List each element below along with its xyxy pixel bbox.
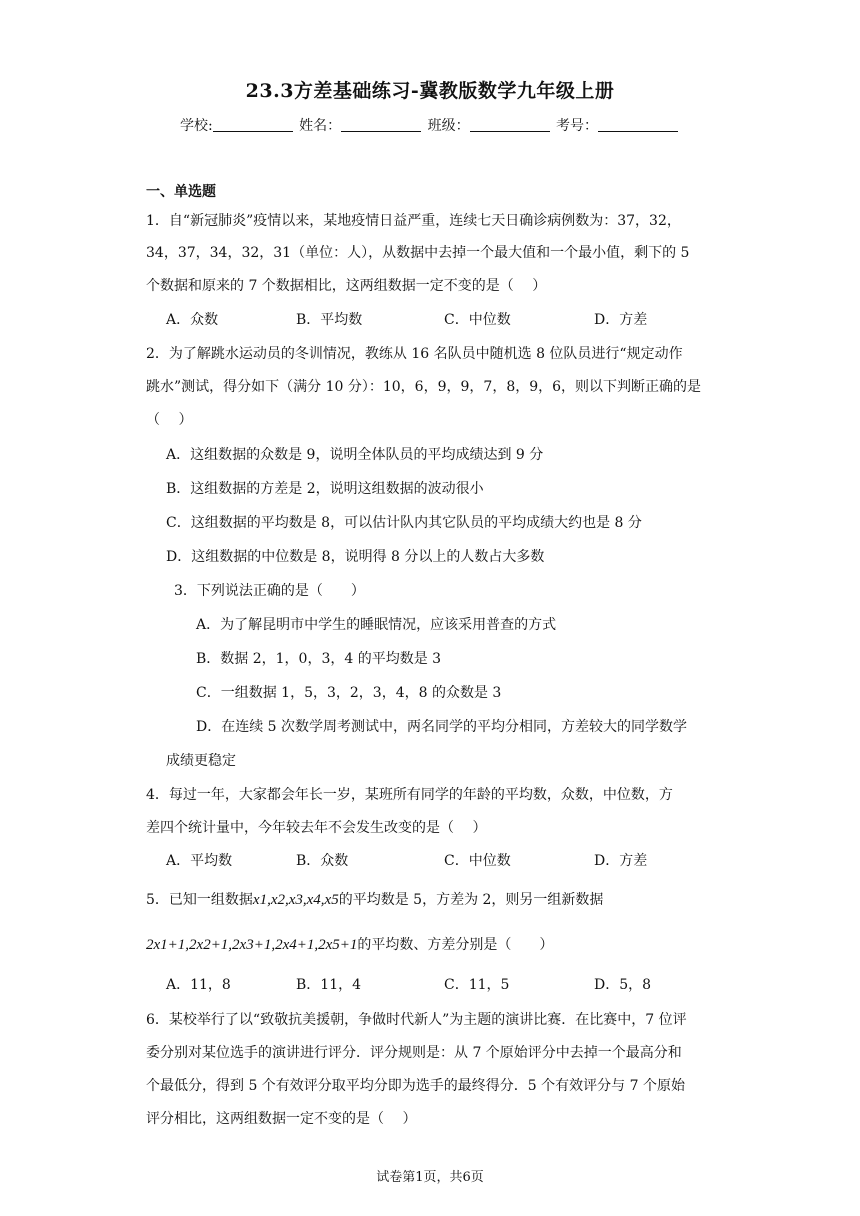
option: A．11，8 xyxy=(166,977,231,993)
option: B．11，4 xyxy=(296,977,362,993)
question-line: 个最低分，得到 5 个有效评分取平均分即为选手的最终得分．5 个有效评分与 7 个原始 xyxy=(146,1078,685,1094)
option: A．众数 xyxy=(166,312,219,328)
page-title: 23.3方差基础练习-冀教版数学九年级上册 xyxy=(245,80,615,102)
option: D．这组数据的中位数是 8，说明得 8 分以上的人数占大多数 xyxy=(166,549,545,565)
option: A．为了解昆明市中学生的睡眠情况，应该采用普查的方式 xyxy=(196,617,557,633)
question-text: 的平均数是 5，方差为 2，则另一组新数据 xyxy=(338,892,604,908)
question-line: 委分别对某位选手的演讲进行评分．评分规则是：从 7 个原始评分中去掉一个最高分和 xyxy=(146,1045,682,1061)
question-line xyxy=(146,889,603,909)
option: B．数据 2，1，0，3，4 的平均数是 3 xyxy=(196,651,442,667)
option: D．方差 xyxy=(594,312,648,328)
option: D．5，8 xyxy=(594,977,652,993)
question-line: 1．自“新冠肺炎”疫情以来，某地疫情日益严重，连续七天日确诊病例数为：37，32， xyxy=(146,213,681,229)
question-text: 的平均数、方差分别是（ ） xyxy=(357,937,554,953)
option: A．这组数据的众数是 9，说明全体队员的平均成绩达到 9 分 xyxy=(166,447,544,463)
question-line: 评分相比，这两组数据一定不变的是（ ） xyxy=(146,1111,417,1127)
option: B．平均数 xyxy=(296,312,363,328)
question-line: 34，37，34，32，31（单位：人），从数据中去掉一个最大值和一个最小值，剩下的 5 xyxy=(146,245,690,261)
option-continuation: 成绩更稳定 xyxy=(166,753,236,769)
school-blank xyxy=(213,117,293,132)
option: A．平均数 xyxy=(166,853,233,869)
question-line: 3．下列说法正确的是（ ） xyxy=(174,583,365,599)
option: D．方差 xyxy=(594,853,648,869)
exam-number-label: 考号： xyxy=(556,118,599,134)
exam-number-blank xyxy=(598,117,678,132)
question-line: 跳水”测试，得分如下（满分 10 分）：10，6，9，9，7，8，9，6，则以下判断正确的是 xyxy=(146,379,702,395)
question-line: 6．某校举行了以“致敬抗美援朝，争做时代新人”为主题的演讲比赛．在比赛中，7 位评 xyxy=(146,1012,687,1028)
name-label: 姓名： xyxy=(299,118,342,134)
class-label: 班级： xyxy=(427,118,470,134)
math-expression: 2x1+1,2x2+1,2x3+1,2x4+1,2x5+1 xyxy=(146,937,358,953)
question-text: 5．已知一组数据 xyxy=(146,892,253,908)
question-line: （ ） xyxy=(146,412,193,428)
question-line: 4．每过一年，大家都会年长一岁，某班所有同学的年龄的平均数，众数，中位数，方 xyxy=(146,787,673,803)
option: C．11，5 xyxy=(444,977,510,993)
name-blank xyxy=(341,117,421,132)
student-info-row xyxy=(0,115,860,135)
question-line: 2．为了解跳水运动员的冬训情况，教练从 16 名队员中随机选 8 位队员进行“规定动作 xyxy=(146,346,683,362)
math-expression: x1,x2,x3,x4,x5 xyxy=(252,892,339,908)
option: C．中位数 xyxy=(444,312,511,328)
option: C．一组数据 1，5，3，2，3，4，8 的众数是 3 xyxy=(196,685,502,701)
option: B．这组数据的方差是 2，说明这组数据的波动很小 xyxy=(166,481,484,497)
class-blank xyxy=(470,117,550,132)
school-label: 学校: xyxy=(179,118,213,134)
option: C．中位数 xyxy=(444,853,511,869)
question-line: 差四个统计量中，今年较去年不会发生改变的是（ ） xyxy=(146,820,487,836)
option: D．在连续 5 次数学周考测试中，两名同学的平均分相同，方差较大的同学数学 xyxy=(196,719,688,735)
option: B．众数 xyxy=(296,853,349,869)
question-line xyxy=(146,934,553,954)
page-footer: 试卷第1页，共6页 xyxy=(376,1170,484,1185)
section-heading: 一、单选题 xyxy=(146,184,216,200)
question-line: 个数据和原来的 7 个数据相比，这两组数据一定不变的是（ ） xyxy=(146,278,547,294)
option: C．这组数据的平均数是 8，可以估计队内其它队员的平均成绩大约也是 8 分 xyxy=(166,515,642,531)
